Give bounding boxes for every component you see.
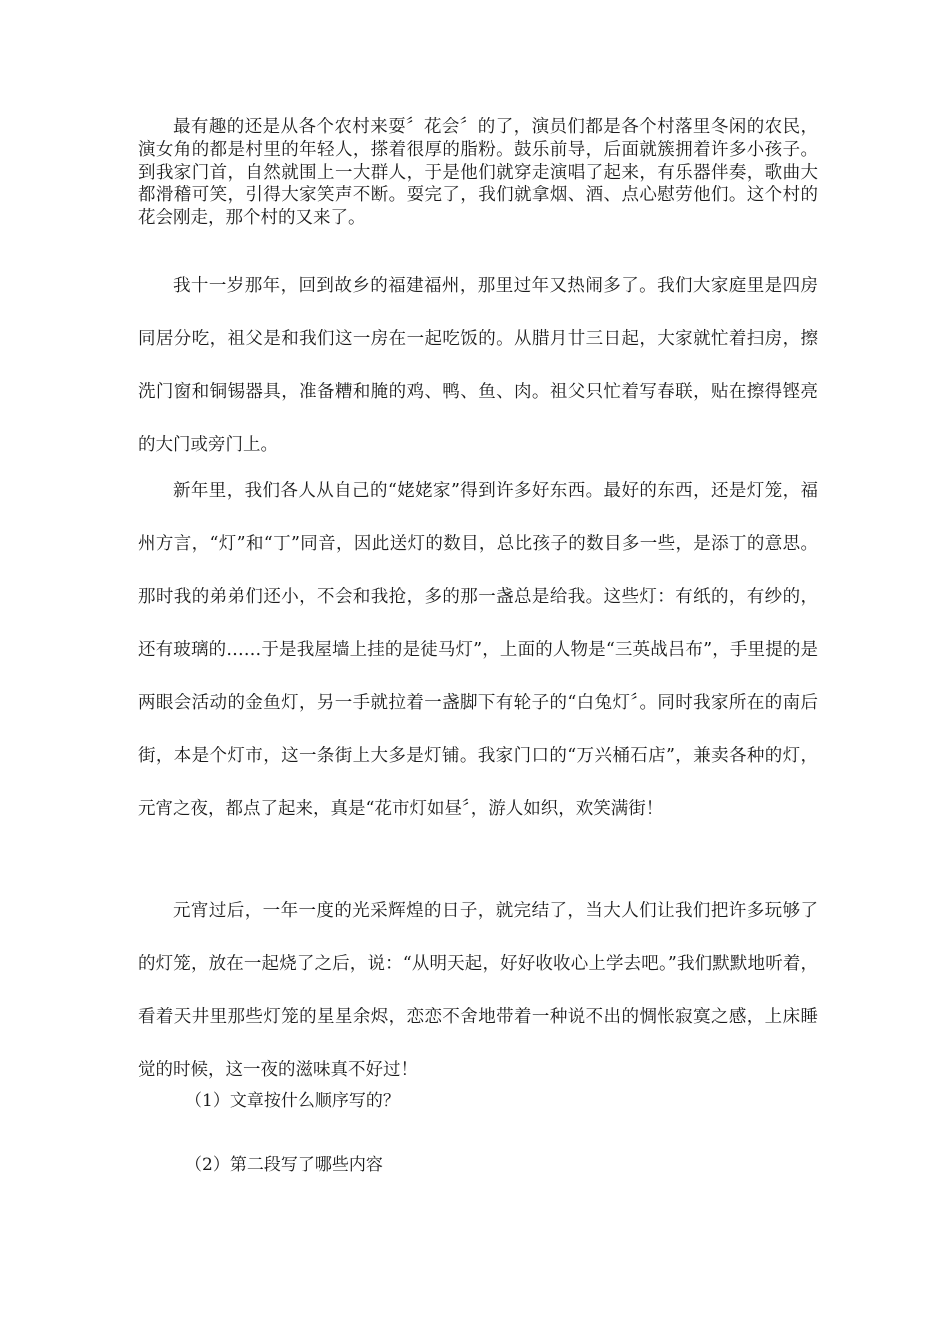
paragraph-return-fuzhou: 我十一岁那年，回到故乡的福建福州，那里过年又热闹多了。我们大家庭里是四房同居分吃，祖父是和我们这一房在一起吃饭的。从腊月廿三日起，大家就忙着扫房，擦洗门窗和铜锡器具，准备糟和腌的鸡、鸭、鱼、肉。祖父只忙着写春联，贴在擦得铿亮的大门或旁门上。 [138,276,818,455]
paragraph-lanterns: 新年里，我们各人从自己的“姥姥家”得到许多好东西。最好的东西，还是灯笼，福州方言，“灯”和“丁”同音，因此送灯的数目，总比孩子的数目多一些，是添丁的意思。那时我的弟弟们还小，不会和我抢，多的那一盏总是给我。这些灯：有纸的，有纱的，还有玻璃的……于是我屋墙上挂的是徒马灯”，上面的人物是“三英战吕布”，手里提的是两眼会活动的金鱼灯，另一手就拉着一盏脚下有轮子的“白兔灯〞。同时我家所在的南后街，本是个灯市，这一条街上大多是灯铺。我家门口的“万兴桶石店”，兼卖各种的灯，元宵之夜，都点了起来，真是“花市灯如昼〞，游人如织，欢笑满街！ [138,481,818,819]
question-2: （2）第二段写了哪些内容 [185,1155,383,1175]
paragraph-flower-fair: 最有趣的还是从各个农村来耍〞花会〞的了，演员们都是各个村落里冬闲的农民，演女角的都是村里的年轻人，搽着很厚的脂粉。鼓乐前导，后面就簇拥着许多小孩子。到我家门首，自然就围上一大群人，于是他们就穿走演唱了起来，有乐器伴奏，歌曲大都滑稽可笑，引得大家笑声不断。耍完了，我们就拿烟、酒、点心慰劳他们。这个村的花会刚走，那个村的又来了。 [138,117,818,229]
paragraph-after-lantern-festival: 元宵过后，一年一度的光采辉煌的日子，就完结了，当大人们让我们把许多玩够了的灯笼，放在一起烧了之后，说：“从明天起，好好收收心上学去吧。”我们默默地听着，看着天井里那些灯笼的星星余烬，恋恋不舍地带着一种说不出的惆怅寂寞之感，上床睡觉的时候，这一夜的滋味真不好过！ [138,901,818,1080]
question-1: （1）文章按什么顺序写的？ [185,1091,400,1111]
